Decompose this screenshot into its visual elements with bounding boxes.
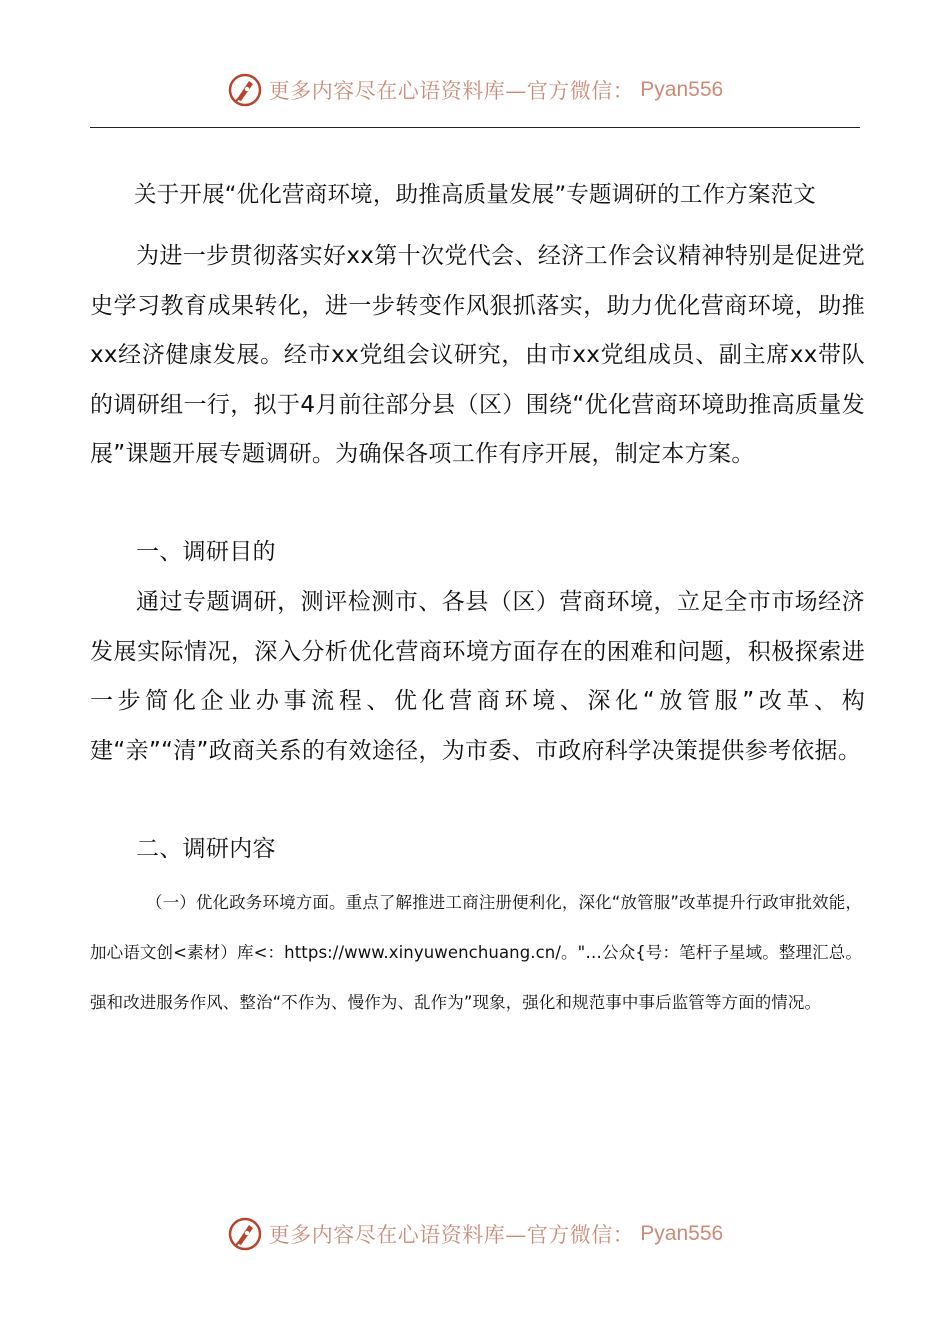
section-1-paragraph: 通过专题调研，测评检测市、各县（区）营商环境，立足全市市场经济发展实际情况，深入分析优化营商环境方面存在的困难和问题，积极探索进一步简化企业办事流程、优化营商环境、深化“放管服”改革、构建“亲”“清”政商关系的有效途径，为市委、市政府科学决策提供参考依据。 [90,589,865,764]
section-1-body-block [90,578,865,776]
intro-paragraph: 为进一步贯彻落实好xx第十次党代会、经济工作会议精神特别是促进党史学习教育成果转化，进一步转变作风狠抓落实，助力优化营商环境，助推xx经济健康发展。经市xx党组会议研究，由市xx党组成员、副主席xx带队的调研组一行，拟于4月前往部分县（区）围绕“优化营商环境助推高质量发展”课题开展专题调研。为确保各项工作有序开展，制定本方案。 [90,243,865,467]
section-1-heading-block [90,528,865,578]
document-title: 关于开展“优化营商环境，助推高质量发展”专题调研的工作方案范文 [133,182,816,208]
section-2-heading-block [90,825,865,875]
watermark-text: 更多内容尽在心语资料库—官方微信： [268,1223,635,1247]
header-divider [90,127,860,128]
header-watermark [0,72,950,108]
intro-paragraph-block [90,232,865,480]
footer-watermark [0,1216,950,1252]
watermark-text: 更多内容尽在心语资料库—官方微信： [268,79,635,103]
section-1-heading: 一、调研目的 [136,539,276,565]
pen-logo-icon [227,72,263,108]
pen-logo-icon [227,1216,263,1252]
section-2-heading: 二、调研内容 [136,836,276,862]
section-2-item-1: （一）优化政务环境方面。重点了解推进工商注册便利化，深化“放管服”改革提升行政审批效能，加心语文创<素材）库<：https://www.xinyuwenchuang.cn/。"…公众{号：笔杆子星域。整理汇总。强和改进服务作风、整治“不作为、慢作为、乱作为”现象，强化和规范事中事后监管等方面的情况。 [90,893,862,1012]
watermark-account: Pyan556 [640,1222,724,1245]
watermark-account: Pyan556 [640,78,724,101]
